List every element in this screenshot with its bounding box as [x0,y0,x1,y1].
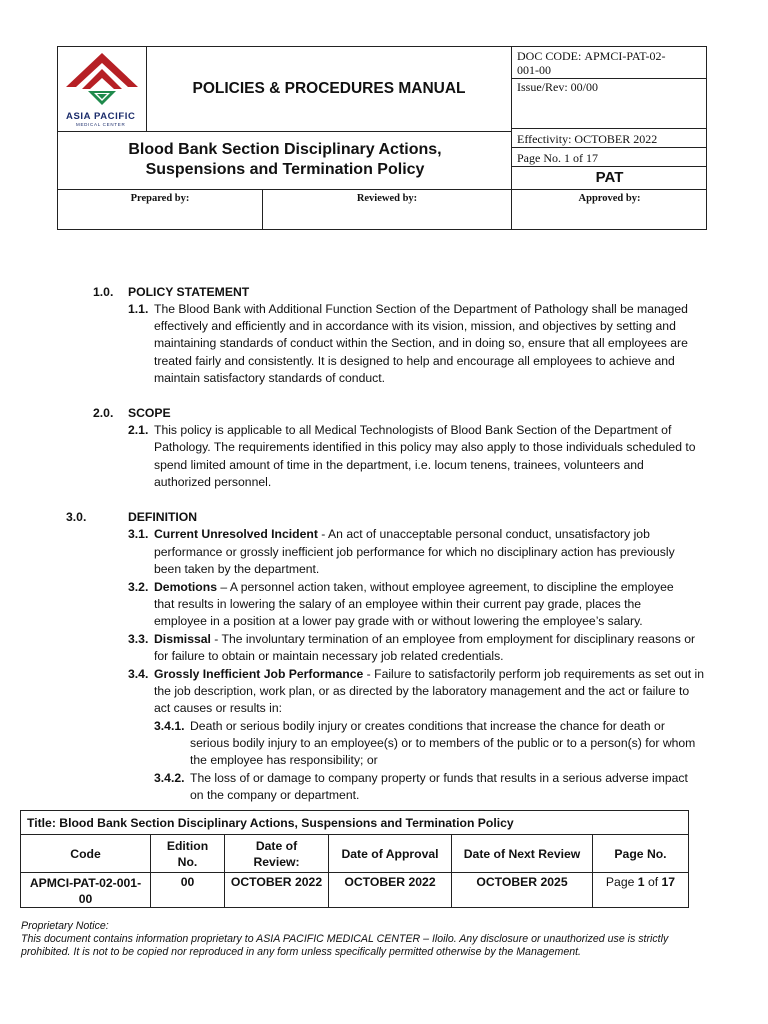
page-of: of [644,875,662,889]
paragraph-line: the employee has responsibility; or [190,753,378,767]
definition-text: - An act of unacceptable personal conduct, unsatisfactory job [317,527,650,541]
company-logo [58,47,146,131]
paragraph-line: maintain satisfactory standards of conduct. [154,371,386,385]
table-cell-review: OCTOBER 2022 [225,873,329,908]
definition-line [154,631,695,648]
section-heading: POLICY STATEMENT [128,285,250,299]
department-code: PAT [595,169,624,186]
paragraph-line: spend limited amount of time in the department, i.e. locum tenens, trainees, volunteers and [154,458,644,472]
manual-title: POLICIES & PROCEDURES MANUAL [192,80,466,97]
prepared-by-label: Prepared by: [130,193,190,204]
table-header-edition [151,835,225,873]
paragraph-line: Pathology. The requirements identified in this policy may also apply to those individuals scheduled to [154,440,696,454]
doc-code-value-cont: 001-00 [517,63,551,77]
code-line-1: APMCI-PAT-02-001- [29,876,142,890]
section-number: 3.0. [66,510,87,524]
table-header-code: Code [21,835,151,873]
paragraph-line: serious bodily injury to an employee(s) or to members of the public or to a person(s) for whom [190,736,696,750]
effectivity: Effectivity: OCTOBER 2022 [517,132,658,146]
subsection-number: 3.1. [128,527,149,541]
table-header-next-review: Date of Next Review [452,835,593,873]
doc-code [517,49,665,77]
paragraph-line: that results in lowering the salary of an employee within their current pay grade, places the [154,597,642,611]
subsubsection-number: 3.4.1. [154,719,185,733]
paragraph-line: maintaining standards of conduct within the Section, and in doing so, ensure that all employees are [154,336,688,350]
table-cell-approval: OCTOBER 2022 [329,873,452,908]
page-number: Page No. 1 of 17 [517,151,598,165]
page-prefix: Page [605,875,638,889]
proprietary-notice [21,920,751,959]
definition-text: – A personnel action taken, without employee agreement, to discipline the employee [216,580,674,594]
document-control-table [20,810,689,908]
document-header [57,46,707,230]
paragraph-line: effectively and efficiently and in accordance with its vision, mission, and objectives by setting and [154,319,676,333]
subsection-number: 3.2. [128,580,149,594]
definition-line [154,526,650,543]
page-current: 1 [637,875,645,889]
definition-term: Demotions [154,580,217,594]
definition-term: Grossly Inefficient Job Performance [154,667,364,681]
table-cell-edition: 00 [151,873,225,908]
table-header-review [225,835,329,873]
subsubsection-number: 3.4.2. [154,771,185,785]
issue-rev: Issue/Rev: 00/00 [517,80,598,94]
doc-code-value: APMCI-PAT-02- [584,49,666,63]
paragraph-line: been taken by the department. [154,562,320,576]
notice-line: prohibited. It is not to be copied nor reproduced in any form unless specifically permitted otherwise by the Management. [21,946,582,958]
section-number: 1.0. [93,285,114,299]
logo-mark-icon [58,47,146,111]
definition-term: Current Unresolved Incident [154,527,318,541]
subsection-number: 1.1. [128,302,149,316]
paragraph-line: treated fairly and consistently. It is designed to help and encourage all employees to achieve and [154,354,675,368]
subsection-number: 3.3. [128,632,149,646]
paragraph-line: employee in a position at a lower pay grade with or without lowering the employee’s salary. [154,614,643,628]
definition-text: - Failure to satisfactorily perform job requirements as set out in [363,667,705,681]
definition-line [154,666,704,683]
table-cell-next-review: OCTOBER 2025 [452,873,593,908]
table-cell-page [593,873,689,908]
paragraph-line: for failure to obtain or maintain necessary job related credentials. [154,649,504,663]
table-title: Title: Blood Bank Section Disciplinary Actions, Suspensions and Termination Policy [21,811,689,835]
paragraph-line: act causes or results in: [154,701,283,715]
code-line-2: 00 [78,892,93,906]
subsection-number: 2.1. [128,423,149,437]
paragraph-line: on the company or department. [190,788,360,802]
table-header-page: Page No. [593,835,689,873]
paragraph-line: This policy is applicable to all Medical Technologists of Blood Bank Section of the Department of [154,423,672,437]
logo-subtitle: MEDICAL CENTER [76,122,126,127]
document-title [58,131,512,189]
approved-by-label: Approved by: [578,193,641,204]
definition-line [154,579,674,596]
table-header-approval: Date of Approval [329,835,452,873]
document-title-line-2: Suspensions and Termination Policy [145,161,425,178]
document-title-line-1: Blood Bank Section Disciplinary Actions, [128,141,442,158]
paragraph-line: performance or grossly inefficient job performance for which no disciplinary action has previously [154,545,675,559]
subsection-number: 3.4. [128,667,149,681]
notice-line: This document contains information proprietary to ASIA PACIFIC MEDICAL CENTER – Iloilo. Any disclosure or unauthorized use is strictly [21,933,669,945]
logo-name: ASIA PACIFIC [66,111,136,122]
page-total: 17 [661,875,676,889]
section-heading: DEFINITION [128,510,198,524]
paragraph-line: The loss of or damage to company property or funds that results in a serious adverse impact [190,771,688,785]
section-number: 2.0. [93,406,114,420]
definition-text: - The involuntary termination of an employee from employment for disciplinary reasons or [210,632,696,646]
paragraph-line: Death or serious bodily injury or creates conditions that increase the chance for death or [190,719,665,733]
reviewed-by-label: Reviewed by: [356,193,418,204]
edition-header-text: Edition No. [166,838,209,869]
paragraph-line: the job description, work plan, or as directed by the laboratory management and the act or failure to [154,684,690,698]
doc-code-label: DOC CODE: [517,49,582,63]
definition-term: Dismissal [154,632,211,646]
review-header-text: Date of Review: [253,838,300,869]
paragraph-line: The Blood Bank with Additional Function Section of the Department of Pathology shall be managed [154,302,688,316]
paragraph-line: authorized personnel. [154,475,272,489]
table-cell-code [21,873,151,908]
section-heading: SCOPE [128,406,171,420]
notice-title: Proprietary Notice: [21,920,109,932]
